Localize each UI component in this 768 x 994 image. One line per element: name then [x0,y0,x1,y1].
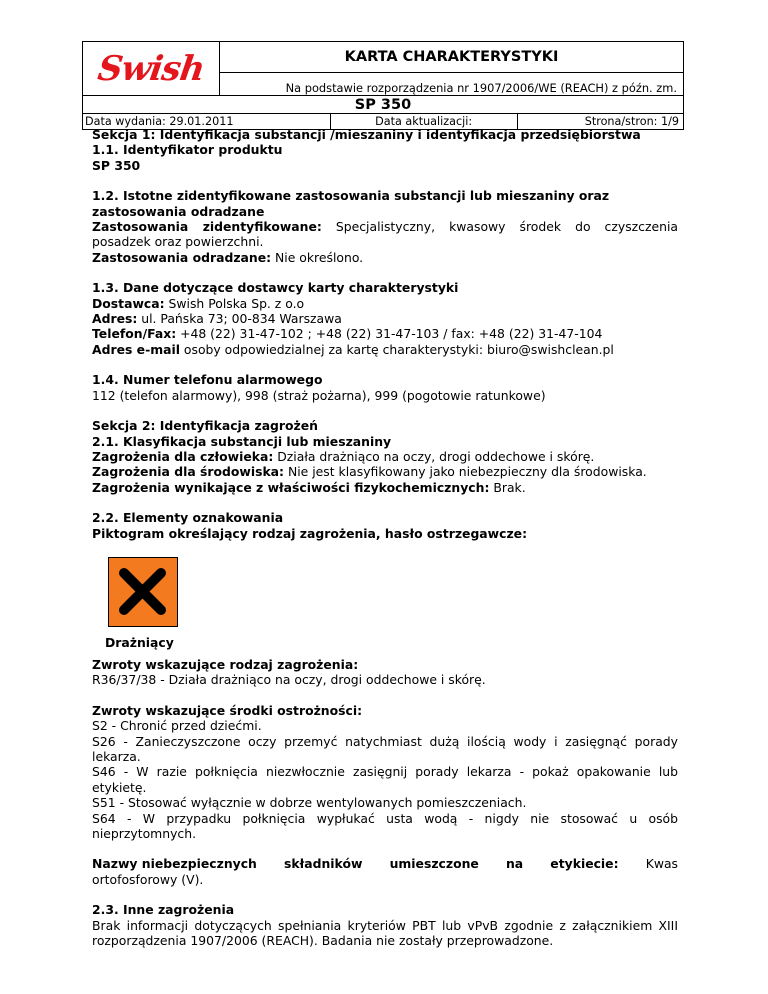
section-1-1-heading: 1.1. Identyfikator produktu [92,142,283,158]
section-2-3-heading: 2.3. Inne zagrożenia [92,902,235,918]
other-hazards: Brak informacji dotyczących spełniania kryteriów PBT lub vPvB zgodnie z załącznikiem XIII rozporządzenia 1907/2006 (REACH). Badania nie zostały przeprowadzone. [92,917,678,949]
section-1-3-heading: 1.3. Dane dotyczące dostawcy karty charakterystyki [92,280,459,296]
document-header [82,41,684,128]
pictogram-block [92,541,678,657]
product-identifier: SP 350 [92,157,141,173]
risk-phrase: R36/37/38 - Działa drażniąco na oczy, drogi oddechowe i skórę. [92,672,486,688]
discouraged-uses: Zastosowania odradzane: Nie określono. [92,249,364,265]
page-number: Strona/stron: 1/9 [517,114,683,130]
update-date: Data aktualizacji: [330,114,517,130]
address: Adres: ul. Pańska 73; 00-834 Warszawa [92,311,342,327]
identified-uses: Zastosowania zidentyfikowane: Specjalistyczny, kwasowy środek do czyszczenia posadzek oraz powierzchni. [92,219,678,250]
supplier: Dostawca: Swish Polska Sp. z o.o [92,295,305,311]
email: Adres e-mail osoby odpowiedzialnej za kartę charakterystyki: biuro@swishclean.pl [92,341,614,357]
pictogram-heading: Piktogram określający rodzaj zagrożenia, hasło ostrzegawcze: [92,525,528,541]
document-subtitle: Na podstawie rozporządzenia nr 1907/2006/WE (REACH) z późn. zm. [220,73,684,96]
physchem-hazards: Zagrożenia wynikające z właściwości fizykochemicznych: Brak. [92,479,526,495]
swish-logo: Swish [95,48,207,89]
irritant-x-icon [108,557,178,627]
section-1-2-heading: 1.2. Istotne zidentyfikowane zastosowania substancji lub mieszaniny oraz zastosowania odradzane [92,188,610,219]
human-hazards: Zagrożenia dla człowieka: Działa drażniąco na oczy, drogi oddechowe i skórę. [92,448,595,464]
issue-date: Data wydania: 29.01.2011 [83,114,331,130]
section-2-1-heading: 2.1. Klasyfikacja substancji lub mieszaniny [92,433,392,449]
emergency-numbers: 112 (telefon alarmowy), 998 (straż pożarna), 999 (pogotowie ratunkowe) [92,387,546,403]
environment-hazards: Zagrożenia dla środowiska: Nie jest klasyfikowany jako niebezpieczny dla środowiska. [92,464,647,480]
document-title: KARTA CHARAKTERYSTYKI [220,42,684,73]
phone-fax: Telefon/Fax: +48 (22) 31-47-102 ; +48 (22) 31-47-103 / fax: +48 (22) 31-47-104 [92,326,603,342]
safety-phrase: S64 - W przypadku połknięcia wypłukać usta wodą - nigdy nie stosować u osób nieprzytomnych. [92,810,678,841]
hazardous-components-value: ortofosforowy (V). [92,871,204,887]
pictogram-label: Drażniący [105,634,174,650]
safety-phrase: S2 - Chronić przed dziećmi. [92,718,262,734]
hazardous-components-line: Nazwy niebezpiecznych składników umieszczone na etykiecie: Kwas [92,856,678,872]
logo-cell [83,42,220,96]
section-2-heading: Sekcja 2: Identyfikacja zagrożeń [92,418,318,434]
section-1-4-heading: 1.4. Numer telefonu alarmowego [92,372,323,388]
section-1-heading: Sekcja 1: Identyfikacja substancji /mieszaniny i identyfikacja przedsiębiorstwa [92,127,641,142]
safety-phrase: S26 - Zanieczyszczone oczy przemyć natychmiast dużą ilością wody i zasięgnąć porady lekarza. [92,733,678,764]
section-2-2-heading: 2.2. Elementy oznakowania [92,510,284,526]
risk-phrases-heading: Zwroty wskazujące rodzaj zagrożenia: [92,656,359,672]
safety-phrases-heading: Zwroty wskazujące środki ostrożności: [92,702,363,718]
safety-phrase: S46 - W razie połknięcia niezwłocznie zasięgnij porady lekarza - pokaż opakowanie lub etykietę. [92,764,678,795]
document-body [92,127,678,948]
product-name: SP 350 [83,96,684,114]
safety-phrase: S51 - Stosować wyłącznie w dobrze wentylowanych pomieszczeniach. [92,795,527,811]
